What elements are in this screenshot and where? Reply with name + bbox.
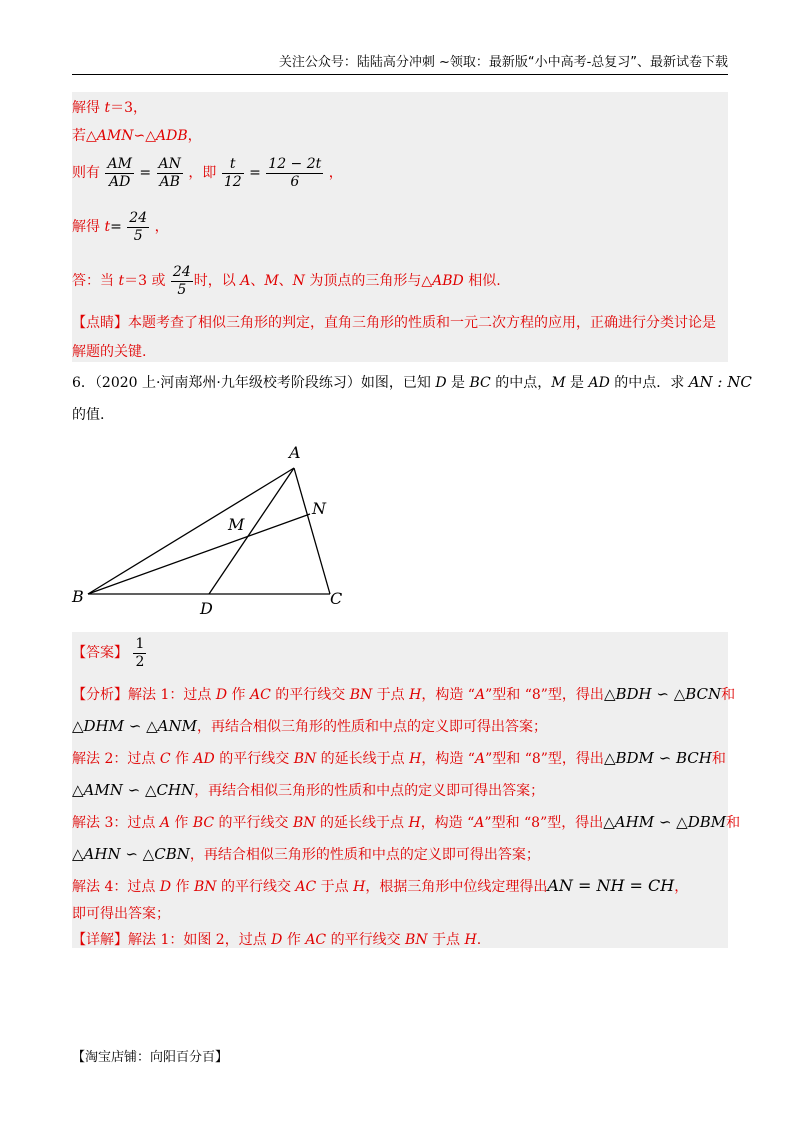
question-6-line-2: 的值.	[72, 407, 105, 423]
text: 是	[446, 375, 470, 391]
similar-symbol: ∽△	[133, 128, 156, 144]
denominator: 6	[290, 173, 300, 190]
method-2-line-2	[72, 780, 544, 801]
text: ，构造 “	[420, 815, 475, 831]
question-6-line-1	[72, 372, 752, 393]
similarity-expression: △AHM ∽ △DBM	[603, 813, 727, 831]
label-c: C	[330, 589, 343, 608]
text: 则有	[72, 165, 100, 181]
label-b: B	[72, 587, 84, 606]
text: 于点	[316, 879, 354, 895]
text: ，构造 “	[421, 751, 475, 767]
denominator: AB	[159, 173, 180, 190]
similarity-expression: △BDM ∽ BCH	[603, 749, 712, 767]
fraction-1-2	[133, 636, 146, 671]
text: 解得	[72, 219, 105, 235]
analysis-line-1	[72, 684, 735, 705]
text: 作	[169, 815, 193, 831]
text: 6．（2020 上·河南郑州·九年级校考阶段练习）如图，已知	[72, 375, 436, 391]
segment-label: AC	[295, 879, 317, 895]
text: ，再结合相似三角形的性质和中点的定义即可得出答案；	[194, 783, 545, 799]
segment-label: AD	[193, 751, 215, 767]
equals: =	[249, 165, 261, 181]
point-label: D	[159, 879, 172, 895]
method-2-line-1	[72, 748, 726, 769]
text: 作	[171, 879, 194, 895]
solution-line-1	[72, 98, 147, 118]
text: 作	[282, 932, 306, 948]
segment-label: BN	[193, 879, 217, 895]
text: ，再结合相似三角形的性质和中点的定义即可得出答案；	[196, 719, 547, 735]
ratio-expression: AN : NC	[688, 373, 752, 391]
comment-line-2: 解题的关键.	[72, 344, 147, 360]
segment-label: BN	[349, 687, 373, 703]
text: 的平行线交	[214, 751, 294, 767]
text: ”型和 “8”型，得出	[485, 751, 604, 767]
segment-ad	[209, 468, 294, 594]
analysis-line-2	[72, 716, 547, 737]
point-label: A	[159, 815, 170, 831]
method-3-line-1	[72, 812, 740, 833]
numerator: AM	[107, 155, 132, 172]
equals: =	[139, 165, 152, 181]
point-label: N	[292, 273, 305, 289]
triangle-name: AMN	[96, 128, 134, 144]
text: 解法 3：过点	[72, 815, 160, 831]
text: 时，以	[193, 273, 241, 289]
detail-line-1	[72, 930, 481, 950]
point-label: A	[474, 687, 486, 703]
point-label: H	[409, 687, 422, 703]
segment-label: BN	[293, 815, 316, 831]
text: ，	[187, 128, 202, 144]
page-header	[72, 54, 728, 72]
text: ”型和 “8”型，得出	[485, 687, 604, 703]
answer-line	[72, 634, 147, 672]
segment-label: AC	[249, 687, 271, 703]
numerator: 24	[172, 263, 191, 280]
label-m: M	[228, 515, 245, 534]
denominator: AD	[109, 173, 131, 190]
numerator: 24	[129, 209, 148, 226]
text: 答：当	[72, 273, 119, 289]
point-label: H	[353, 879, 366, 895]
point-label: H	[409, 751, 422, 767]
text: ，	[328, 165, 343, 181]
solution-line-3	[72, 154, 343, 192]
text: 【详解】解法 1：如图 2，过点	[72, 932, 272, 948]
fraction-am-ad	[105, 156, 133, 191]
point-label: H	[408, 815, 421, 831]
point-label: A	[474, 815, 485, 831]
text: 的中点．求	[609, 375, 689, 391]
method-4-line-1	[72, 876, 688, 897]
solution-answer-line	[72, 262, 501, 300]
triangle-figure	[68, 438, 358, 618]
triangle-name: ADB	[155, 128, 188, 144]
text: ＝3 或	[124, 273, 166, 289]
text: 解法 2：过点	[72, 751, 160, 767]
fraction-24-5	[171, 264, 193, 299]
text: 为顶点的三角形与△	[304, 273, 433, 289]
text: ，构造 “	[421, 687, 475, 703]
text: 、	[250, 273, 265, 289]
similarity-expression: △BDH ∽ △BCN	[603, 685, 722, 703]
var-t: t	[118, 273, 125, 289]
solution-line-4	[72, 208, 169, 246]
label-d: D	[200, 599, 213, 618]
text: 解得	[72, 100, 105, 116]
text: 的平行线交	[216, 879, 296, 895]
segment-label: AD	[588, 375, 610, 391]
text: ＝3，	[110, 100, 148, 116]
text: 于点	[372, 687, 410, 703]
text: .	[476, 932, 482, 948]
fraction-24-5	[127, 210, 149, 245]
answer-tag: 【答案】	[72, 645, 128, 661]
point-label: D	[215, 687, 228, 703]
footer-text: 【淘宝店铺：向阳百分百】	[72, 1050, 229, 1065]
numerator: 12 − 2t	[268, 155, 322, 172]
point-label: D	[271, 932, 283, 948]
denominator: 12	[223, 173, 242, 190]
text: 作	[170, 751, 194, 767]
triangle-name: ABD	[432, 273, 464, 289]
text: 的平行线交	[326, 932, 406, 948]
numerator: t	[222, 156, 244, 174]
text: 和	[726, 815, 741, 831]
point-label: M	[264, 273, 279, 289]
text: 作	[227, 687, 250, 703]
method-4-line-2: 即可得出答案；	[72, 906, 170, 922]
page-footer	[72, 1046, 228, 1065]
text: 的延长线于点	[315, 815, 409, 831]
text: ”型和 “8”型，得出	[484, 815, 604, 831]
point-label: A	[240, 273, 251, 289]
fraction-12-2t-6	[266, 156, 323, 191]
text: 的平行线交	[270, 687, 350, 703]
solution-panel-previous	[72, 92, 728, 362]
text: ，	[674, 879, 689, 895]
header-text: 关注公众号：陆陆高分冲刺 ~领取：最新版“小中高考-总复习”、最新试卷下载	[278, 55, 728, 70]
text: 解法 4：过点	[72, 879, 160, 895]
comment-line-1: 【点睛】本题考查了相似三角形的判定，直角三角形的性质和一元二次方程的应用，正确进行分类讨论是	[72, 315, 716, 331]
segment-label: BN	[405, 932, 428, 948]
header-divider	[72, 74, 728, 75]
denominator: 2	[135, 653, 145, 670]
text: 是	[565, 375, 589, 391]
text: ，再结合相似三角形的性质和中点的定义即可得出答案；	[189, 847, 540, 863]
label-a: A	[289, 443, 301, 462]
point-label: H	[464, 932, 477, 948]
text: 【分析】解法 1：过点	[72, 687, 216, 703]
answer-panel	[72, 632, 741, 948]
segment-ac	[294, 468, 330, 594]
text: 若△	[72, 128, 97, 144]
text: ，即	[188, 165, 217, 181]
point-label: A	[474, 751, 486, 767]
var-t: t	[104, 100, 111, 116]
text: 和	[711, 751, 726, 767]
segment-label: BC	[469, 375, 491, 391]
solution-line-2	[72, 126, 202, 146]
text: 的中点，	[490, 375, 552, 391]
numerator: 1	[135, 635, 145, 652]
point-label: M	[551, 375, 566, 391]
var-t: t	[104, 219, 111, 235]
text: 、	[278, 273, 293, 289]
text: 相似.	[463, 273, 501, 289]
denominator: 5	[133, 227, 143, 244]
point-label: C	[159, 751, 171, 767]
segment-label: AC	[305, 932, 327, 948]
fraction-t-12	[222, 156, 244, 191]
equality-expression: AN = NH = CH	[547, 876, 675, 895]
point-label: D	[435, 375, 447, 391]
method-3-line-2	[72, 844, 540, 865]
similarity-expression: △DHM ∽ △ANM	[72, 717, 197, 735]
text: ，	[154, 219, 169, 235]
text: ，根据三角形中位线定理得出	[365, 879, 548, 895]
numerator: AN	[158, 155, 181, 172]
label-n: N	[312, 499, 326, 518]
text: 于点	[427, 932, 465, 948]
denominator: 5	[177, 281, 187, 298]
segment-label: BC	[192, 815, 215, 831]
similarity-expression: △AHN ∽ △CBN	[72, 845, 190, 863]
text: 的延长线于点	[316, 751, 410, 767]
fraction-an-ab	[157, 156, 183, 191]
text: 的平行线交	[214, 815, 294, 831]
similarity-expression: △AMN ∽ △CHN	[72, 781, 195, 799]
equals: =	[110, 219, 122, 235]
text: 和	[721, 687, 736, 703]
segment-label: BN	[293, 751, 317, 767]
